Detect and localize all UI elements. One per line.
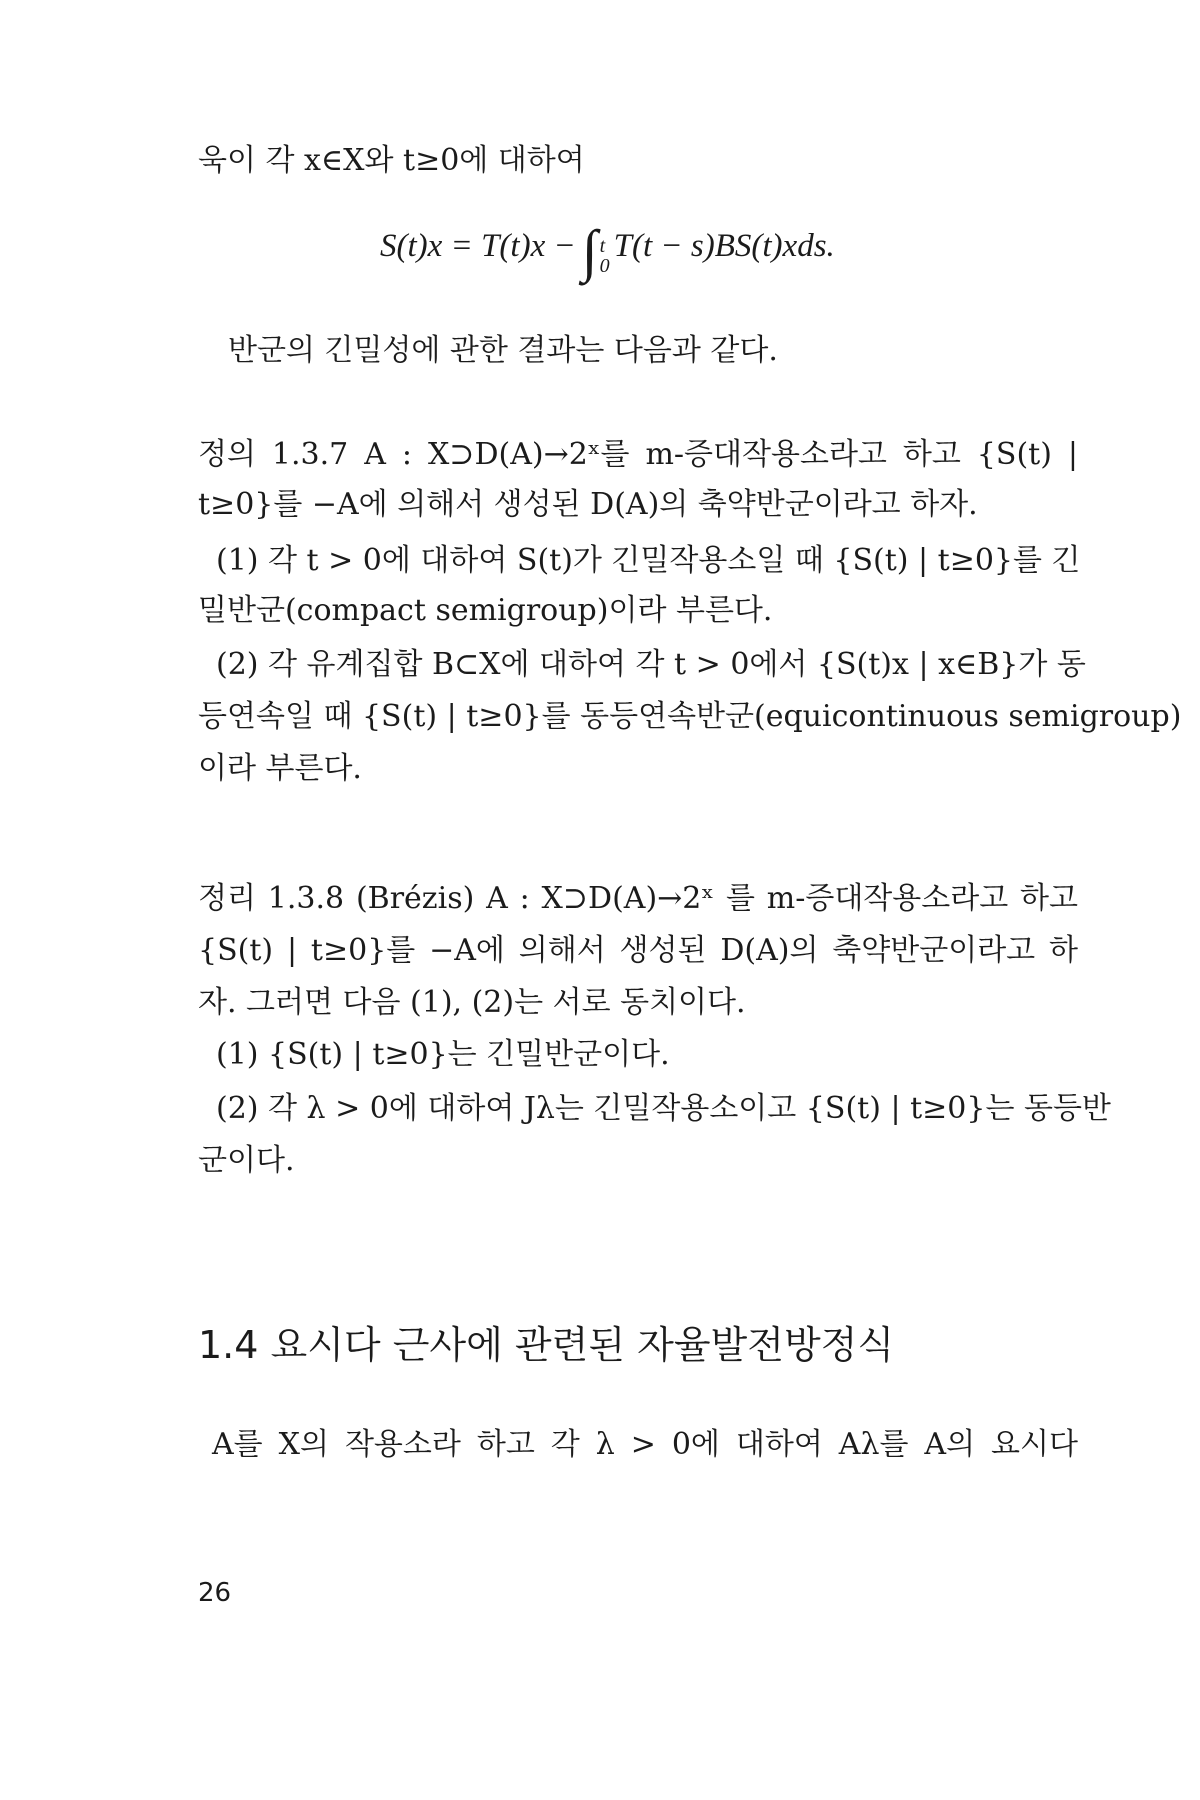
definition-line: 이라 부른다. — [198, 751, 362, 786]
text-line: A를 X의 작용소라 하고 각 λ > 0에 대하여 Aλ를 A의 요시다 — [212, 1427, 1078, 1462]
definition-line: 등연속일 때 {S(t) | t≥0}를 동등연속반군(equicontinuous semigroup) — [198, 699, 1182, 734]
definition-line: t≥0}를 −A에 의해서 생성된 D(A)의 축약반군이라고 하자. — [198, 487, 978, 522]
section-heading: 1.4 요시다 근사에 관련된 자율발전방정식 — [198, 1323, 895, 1367]
theorem-line: 자. 그러면 다음 (1), (2)는 서로 동치이다. — [198, 985, 746, 1020]
text-line: 반군의 긴밀성에 관한 결과는 다음과 같다. — [228, 333, 778, 368]
equation — [380, 218, 835, 283]
definition-line: (2) 각 유계집합 B⊂X에 대하여 각 t > 0에서 {S(t)x | x∈B}가 동 — [216, 647, 1086, 682]
equation-lhs: S(t)x = T(t)x − — [380, 228, 576, 264]
equation-integrand: T(t − s)BS(t)xds. — [613, 228, 835, 264]
theorem-line: {S(t) | t≥0}를 −A에 의해서 생성된 D(A)의 축약반군이라고 하 — [198, 933, 1078, 968]
integral-lower-limit: 0 — [599, 255, 610, 277]
theorem-line: 정리 1.3.8 (Brézis) A : X⊃D(A)→2ˣ 를 m-증대작용소라고 하고 — [198, 881, 1078, 916]
definition-line: 정의 1.3.7 A : X⊃D(A)→2ˣ를 m-증대작용소라고 하고 {S(t) | — [198, 437, 1078, 472]
page-number: 26 — [198, 1578, 232, 1608]
integral-upper-limit: t — [599, 235, 606, 257]
theorem-line: (1) {S(t) | t≥0}는 긴밀반군이다. — [216, 1037, 670, 1072]
integral-sign: ∫ — [581, 218, 598, 283]
definition-line: (1) 각 t > 0에 대하여 S(t)가 긴밀작용소일 때 {S(t) | t≥0}를 긴 — [216, 543, 1081, 578]
integral-limits — [600, 236, 610, 276]
definition-line: 밀반군(compact semigroup)이라 부른다. — [198, 593, 773, 628]
text-line: 욱이 각 x∈X와 t≥0에 대하여 — [198, 143, 585, 178]
theorem-line: 군이다. — [198, 1143, 295, 1178]
theorem-line: (2) 각 λ > 0에 대하여 Jλ는 긴밀작용소이고 {S(t) | t≥0}는 동등반 — [216, 1091, 1111, 1126]
